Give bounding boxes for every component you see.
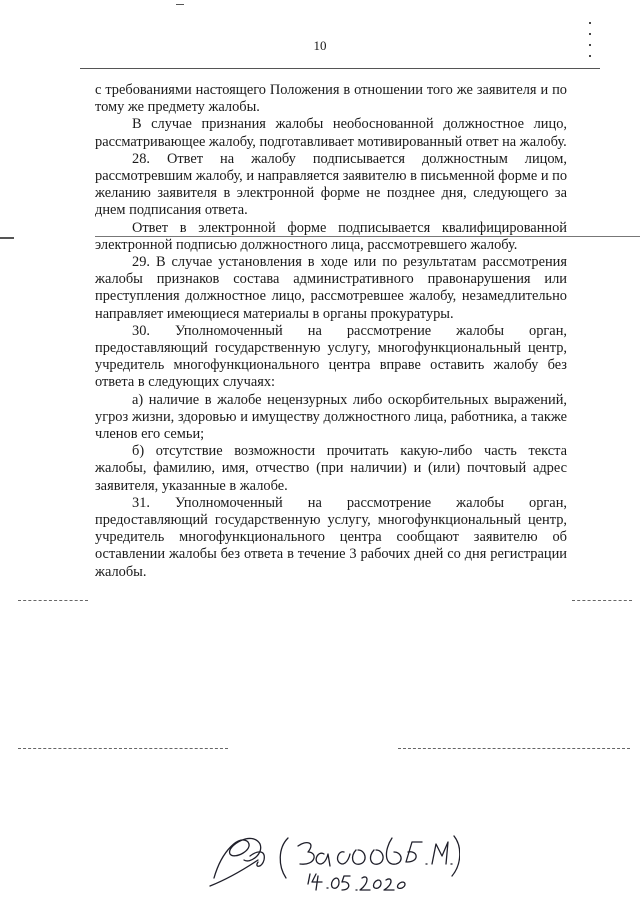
paragraph-31: 31. Уполномоченный на рассмотрение жалобы орган, предоставляющий государственную услугу, многофункциональный центр, учредитель многофункционального центра сообщают заявителю об оставлении жалобы без ответа в течение 3 рабочих дней со дня регистрации жалобы. — [95, 494, 567, 580]
scan-mark-top — [176, 4, 184, 5]
paragraph-item-a: а) наличие в жалобе нецензурных либо оскорбительных выражений, угроз жизни, здоровью и имуществу должностного лица, работника, а также членов его семьи; — [95, 391, 567, 443]
scan-line-left — [0, 237, 14, 239]
scan-dash-lower-right — [398, 748, 630, 749]
paragraph: В случае признания жалобы необоснованной должностное лицо, рассматривающее жалобу, подготавливает мотивированный ответ на жалобу. — [95, 116, 567, 150]
scan-dash-lower-left — [18, 748, 228, 749]
header-rule — [80, 68, 600, 69]
paragraph-item-b: б) отсутствие возможности прочитать какую-либо часть текста жалобы, фамилию, имя, отчество (при наличии) и (или) почтовый адрес заявителя, указанные в жалобе. — [95, 443, 567, 494]
scan-dash-right — [572, 600, 632, 601]
handwritten-signature — [200, 820, 460, 895]
paragraph-29: 29. В случае установления в ходе или по результатам рассмотрения жалобы признаков состава административного правонарушения или преступления должностное лицо, рассмотревшее жалобу, незамедлительно направляет имеющиеся материалы в органы прокуратуры. — [95, 254, 567, 322]
scan-dash-left — [18, 600, 88, 601]
paragraph-continuation: с требованиями настоящего Положения в отношении того же заявителя и по тому же предмету жалобы. — [95, 82, 567, 116]
paragraph-30: 30. Уполномоченный на рассмотрение жалобы орган, предоставляющий государственную услугу, многофункциональный центр, учредитель многофункционального центра вправе оставить жалобу без ответа в следующих случаях: — [95, 322, 567, 391]
paragraph-28: 28. Ответ на жалобу подписывается должностным лицом, рассмотревшим жалобу, и направляется заявителю в письменной форме и по желанию заявителя в электронной форме не позднее дня, следующего за днем подписания ответа. — [95, 150, 568, 219]
document-body — [95, 82, 567, 581]
paragraph: Ответ в электронной форме подписывается квалифицированной электронной подписью должностного лица, рассмотревшего жалобу. — [95, 219, 567, 253]
page-number: 10 — [313, 38, 327, 53]
